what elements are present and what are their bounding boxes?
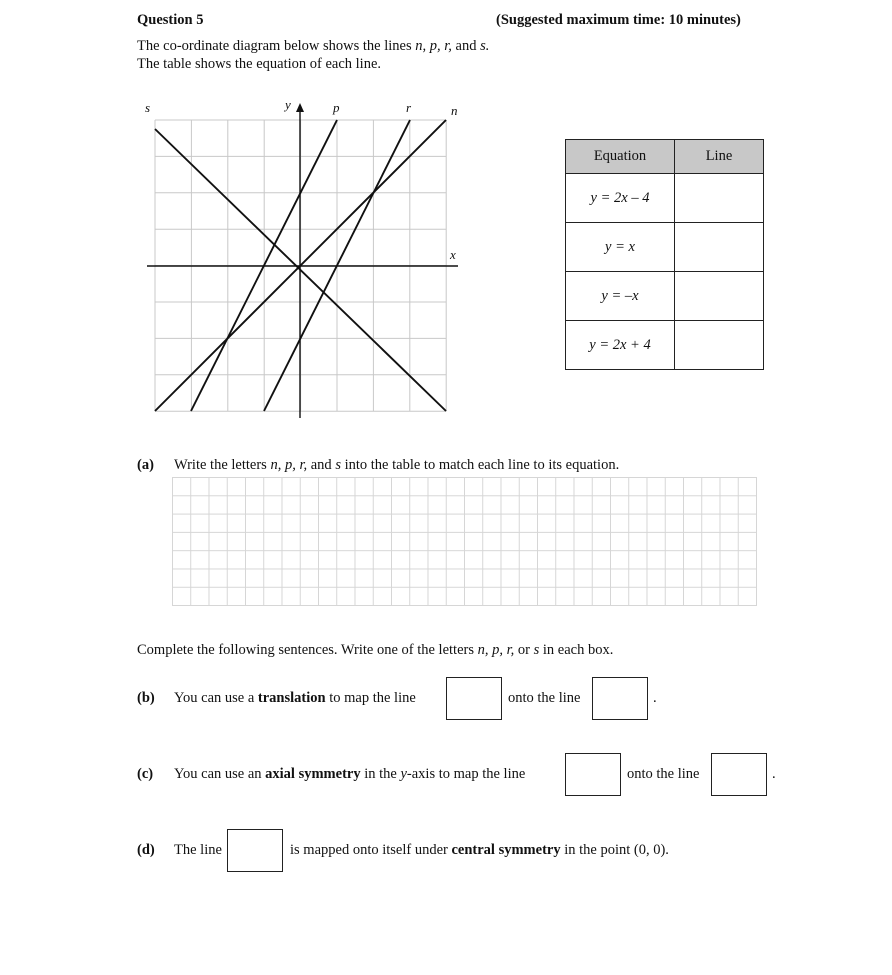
part-d-label: (d) [137, 842, 155, 858]
label-y-axis: y [285, 97, 291, 112]
y-axis-arrow-icon [296, 103, 304, 112]
part-c-end: . [772, 766, 776, 782]
line-answer-cell[interactable] [675, 174, 764, 223]
header-equation: Equation [566, 140, 675, 174]
intro-line-1: The co-ordinate diagram below shows the lines n, p, r, and s. [137, 38, 490, 54]
part-b-answer-box-1[interactable] [446, 677, 502, 720]
part-a-text: Write the letters n, p, r, and s into the table to match each line to its equation. [174, 457, 620, 473]
part-b-onto: onto the line [508, 690, 581, 706]
intro-line-2: The table shows the equation of each line. [137, 56, 382, 72]
part-c-answer-box-2[interactable] [711, 753, 767, 796]
line-answer-cell[interactable] [675, 321, 764, 370]
part-c-text: You can use an axial symmetry in the y-axis to map the line [174, 766, 526, 782]
question-title: Question 5 [137, 12, 204, 28]
part-b-label: (b) [137, 690, 155, 706]
label-n: n [451, 103, 458, 118]
equation-cell: y = –x [566, 272, 675, 321]
part-d-answer-box[interactable] [227, 829, 283, 872]
part-d-pre: The line [174, 842, 222, 858]
suggested-time: (Suggested maximum time: 10 minutes) [496, 12, 741, 28]
part-b-text: You can use a translation to map the line [174, 690, 416, 706]
part-b-answer-box-2[interactable] [592, 677, 648, 720]
part-c-onto: onto the line [627, 766, 700, 782]
line-answer-cell[interactable] [675, 223, 764, 272]
part-a-label: (a) [137, 457, 154, 473]
part-b-end: . [653, 690, 657, 706]
part-c-label: (c) [137, 766, 154, 782]
label-x-axis: x [450, 247, 456, 262]
line-answer-cell[interactable] [675, 272, 764, 321]
part-d-text: is mapped onto itself under central symmetry in the point (0, 0). [290, 842, 669, 858]
equation-table [565, 139, 764, 370]
equation-cell: y = x [566, 223, 675, 272]
header-line: Line [675, 140, 764, 174]
working-grid[interactable] [172, 477, 757, 606]
part-c-answer-box-1[interactable] [565, 753, 621, 796]
complete-instruction: Complete the following sentences. Write one of the letters n, p, r, or s in each box. [137, 642, 614, 658]
label-r: r [406, 100, 412, 115]
equation-cell: y = 2x + 4 [566, 321, 675, 370]
label-p: p [333, 100, 340, 115]
equation-cell: y = 2x – 4 [566, 174, 675, 223]
label-s: s [145, 100, 151, 115]
